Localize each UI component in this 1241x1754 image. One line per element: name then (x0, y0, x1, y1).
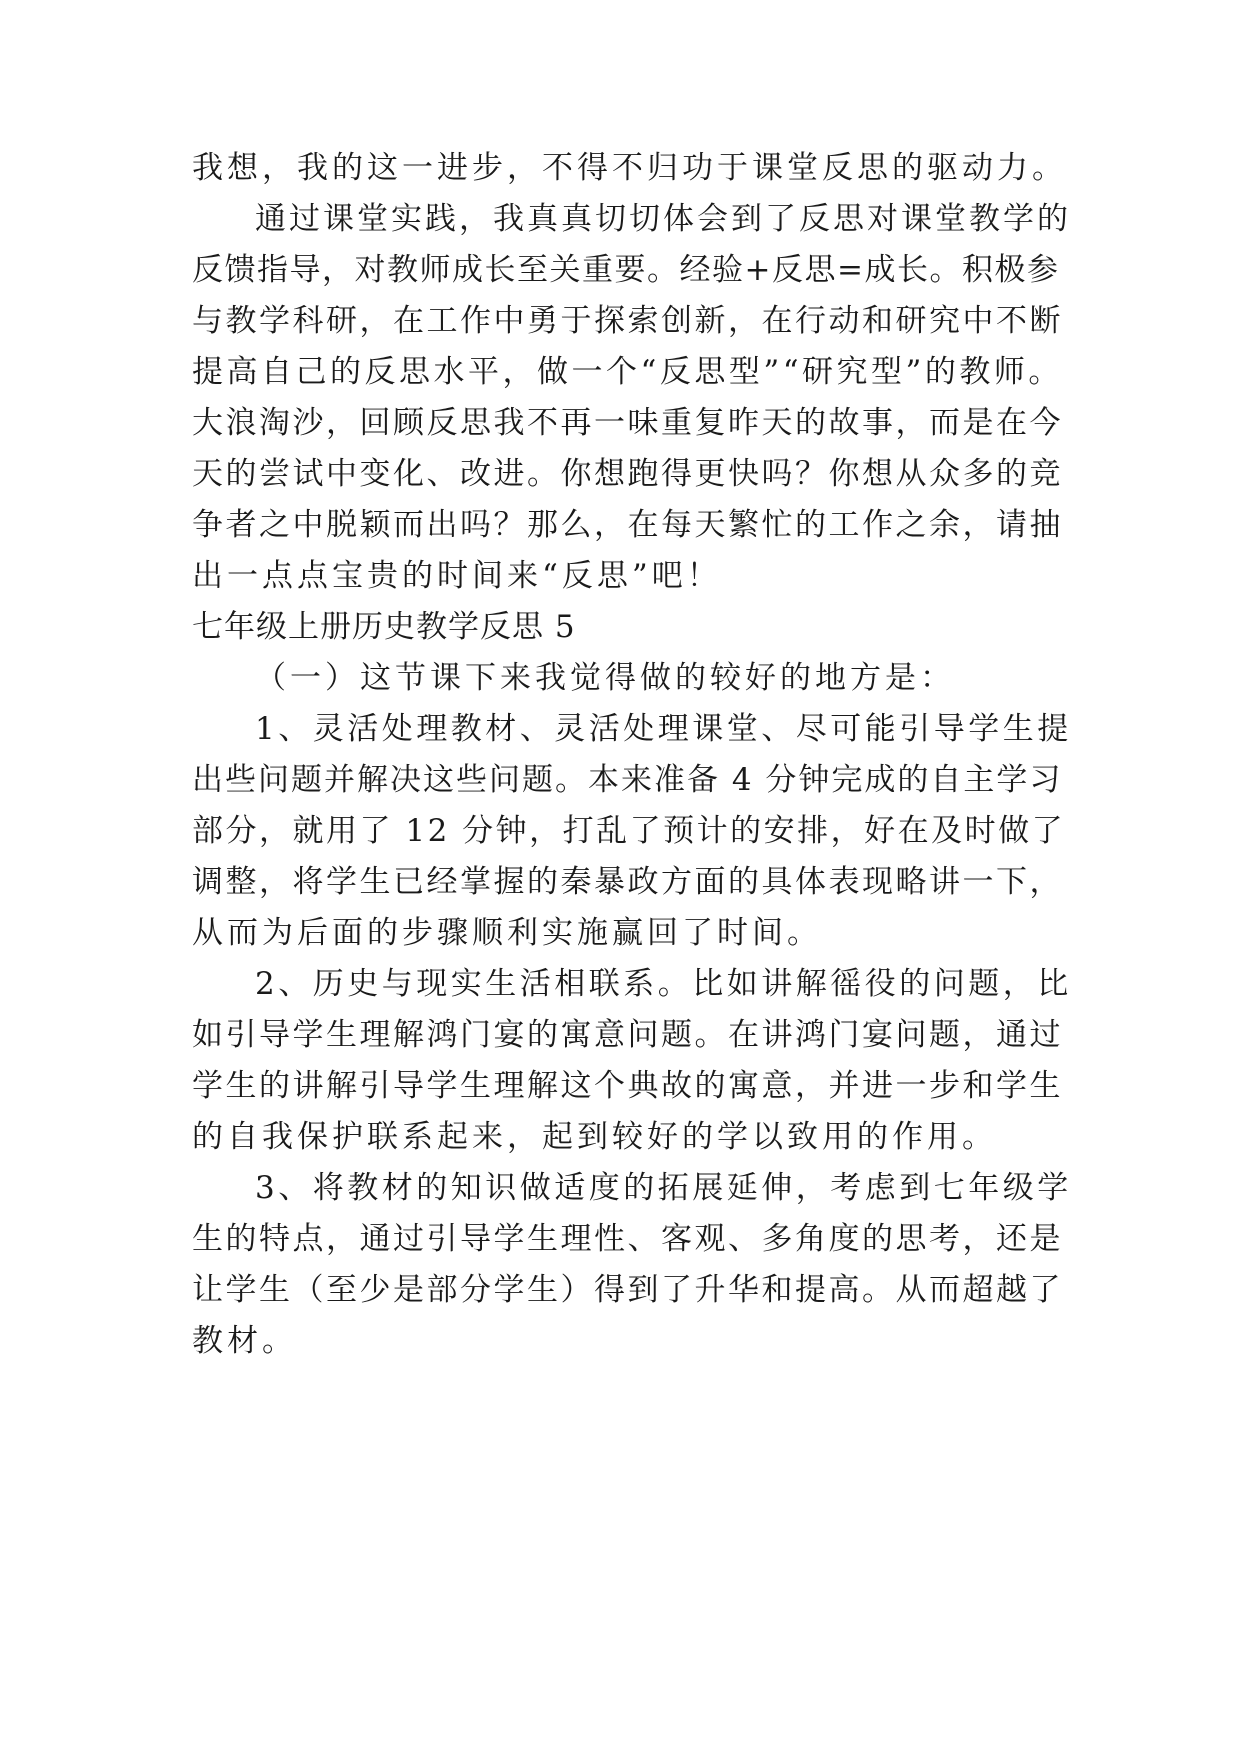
text-line: 1、灵活处理教材、灵活处理课堂、尽可能引导学生提 (255, 711, 1072, 747)
text-line: 出一点点宝贵的时间来“反思”吧！ (192, 558, 722, 594)
text-line: 部分，就用了 12 分钟，打乱了预计的安排，好在及时做了 (192, 813, 1066, 849)
text-line: 反馈指导，对教师成长至关重要。经验+反思=成长。积极参 (192, 252, 1060, 288)
text-line: （一）这节课下来我觉得做的较好的地方是： (255, 660, 955, 696)
text-line: 教材。 (192, 1323, 297, 1359)
text-line: 提高自己的反思水平，做一个“反思型”“研究型”的教师。 (192, 354, 1063, 390)
text-line: 我想，我的这一进步，不得不归功于课堂反思的驱动力。 (192, 150, 1067, 186)
text-line: 出些问题并解决这些问题。本来准备 4 分钟完成的自主学习 (192, 762, 1063, 798)
text-line: 大浪淘沙，回顾反思我不再一味重复昨天的故事，而是在今 (192, 405, 1063, 441)
text-line: 让学生（至少是部分学生）得到了升华和提高。从而超越了 (192, 1272, 1063, 1308)
text-line: 2、历史与现实生活相联系。比如讲解徭役的问题，比 (255, 966, 1072, 1002)
text-line: 从而为后面的步骤顺利实施赢回了时间。 (192, 915, 822, 951)
text-line: 学生的讲解引导学生理解这个典故的寓意，并进一步和学生 (192, 1068, 1063, 1104)
text-line: 调整，将学生已经掌握的秦暴政方面的具体表现略讲一下， (192, 864, 1063, 900)
text-line: 的自我保护联系起来，起到较好的学以致用的作用。 (192, 1119, 997, 1155)
text-line: 如引导学生理解鸿门宴的寓意问题。在讲鸿门宴问题，通过 (192, 1017, 1063, 1053)
text-line: 天的尝试中变化、改进。你想跑得更快吗？你想从众多的竞 (192, 456, 1063, 492)
section-heading: 七年级上册历史教学反思 5 (192, 609, 576, 645)
text-line: 3、将教材的知识做适度的拓展延伸，考虑到七年级学 (255, 1170, 1072, 1206)
text-line: 生的特点，通过引导学生理性、客观、多角度的思考，还是 (192, 1221, 1063, 1257)
text-line: 争者之中脱颖而出吗？那么，在每天繁忙的工作之余，请抽 (192, 507, 1063, 543)
text-line: 通过课堂实践，我真真切切体会到了反思对课堂教学的 (255, 201, 1071, 237)
text-line: 与教学科研，在工作中勇于探索创新，在行动和研究中不断 (192, 303, 1063, 339)
